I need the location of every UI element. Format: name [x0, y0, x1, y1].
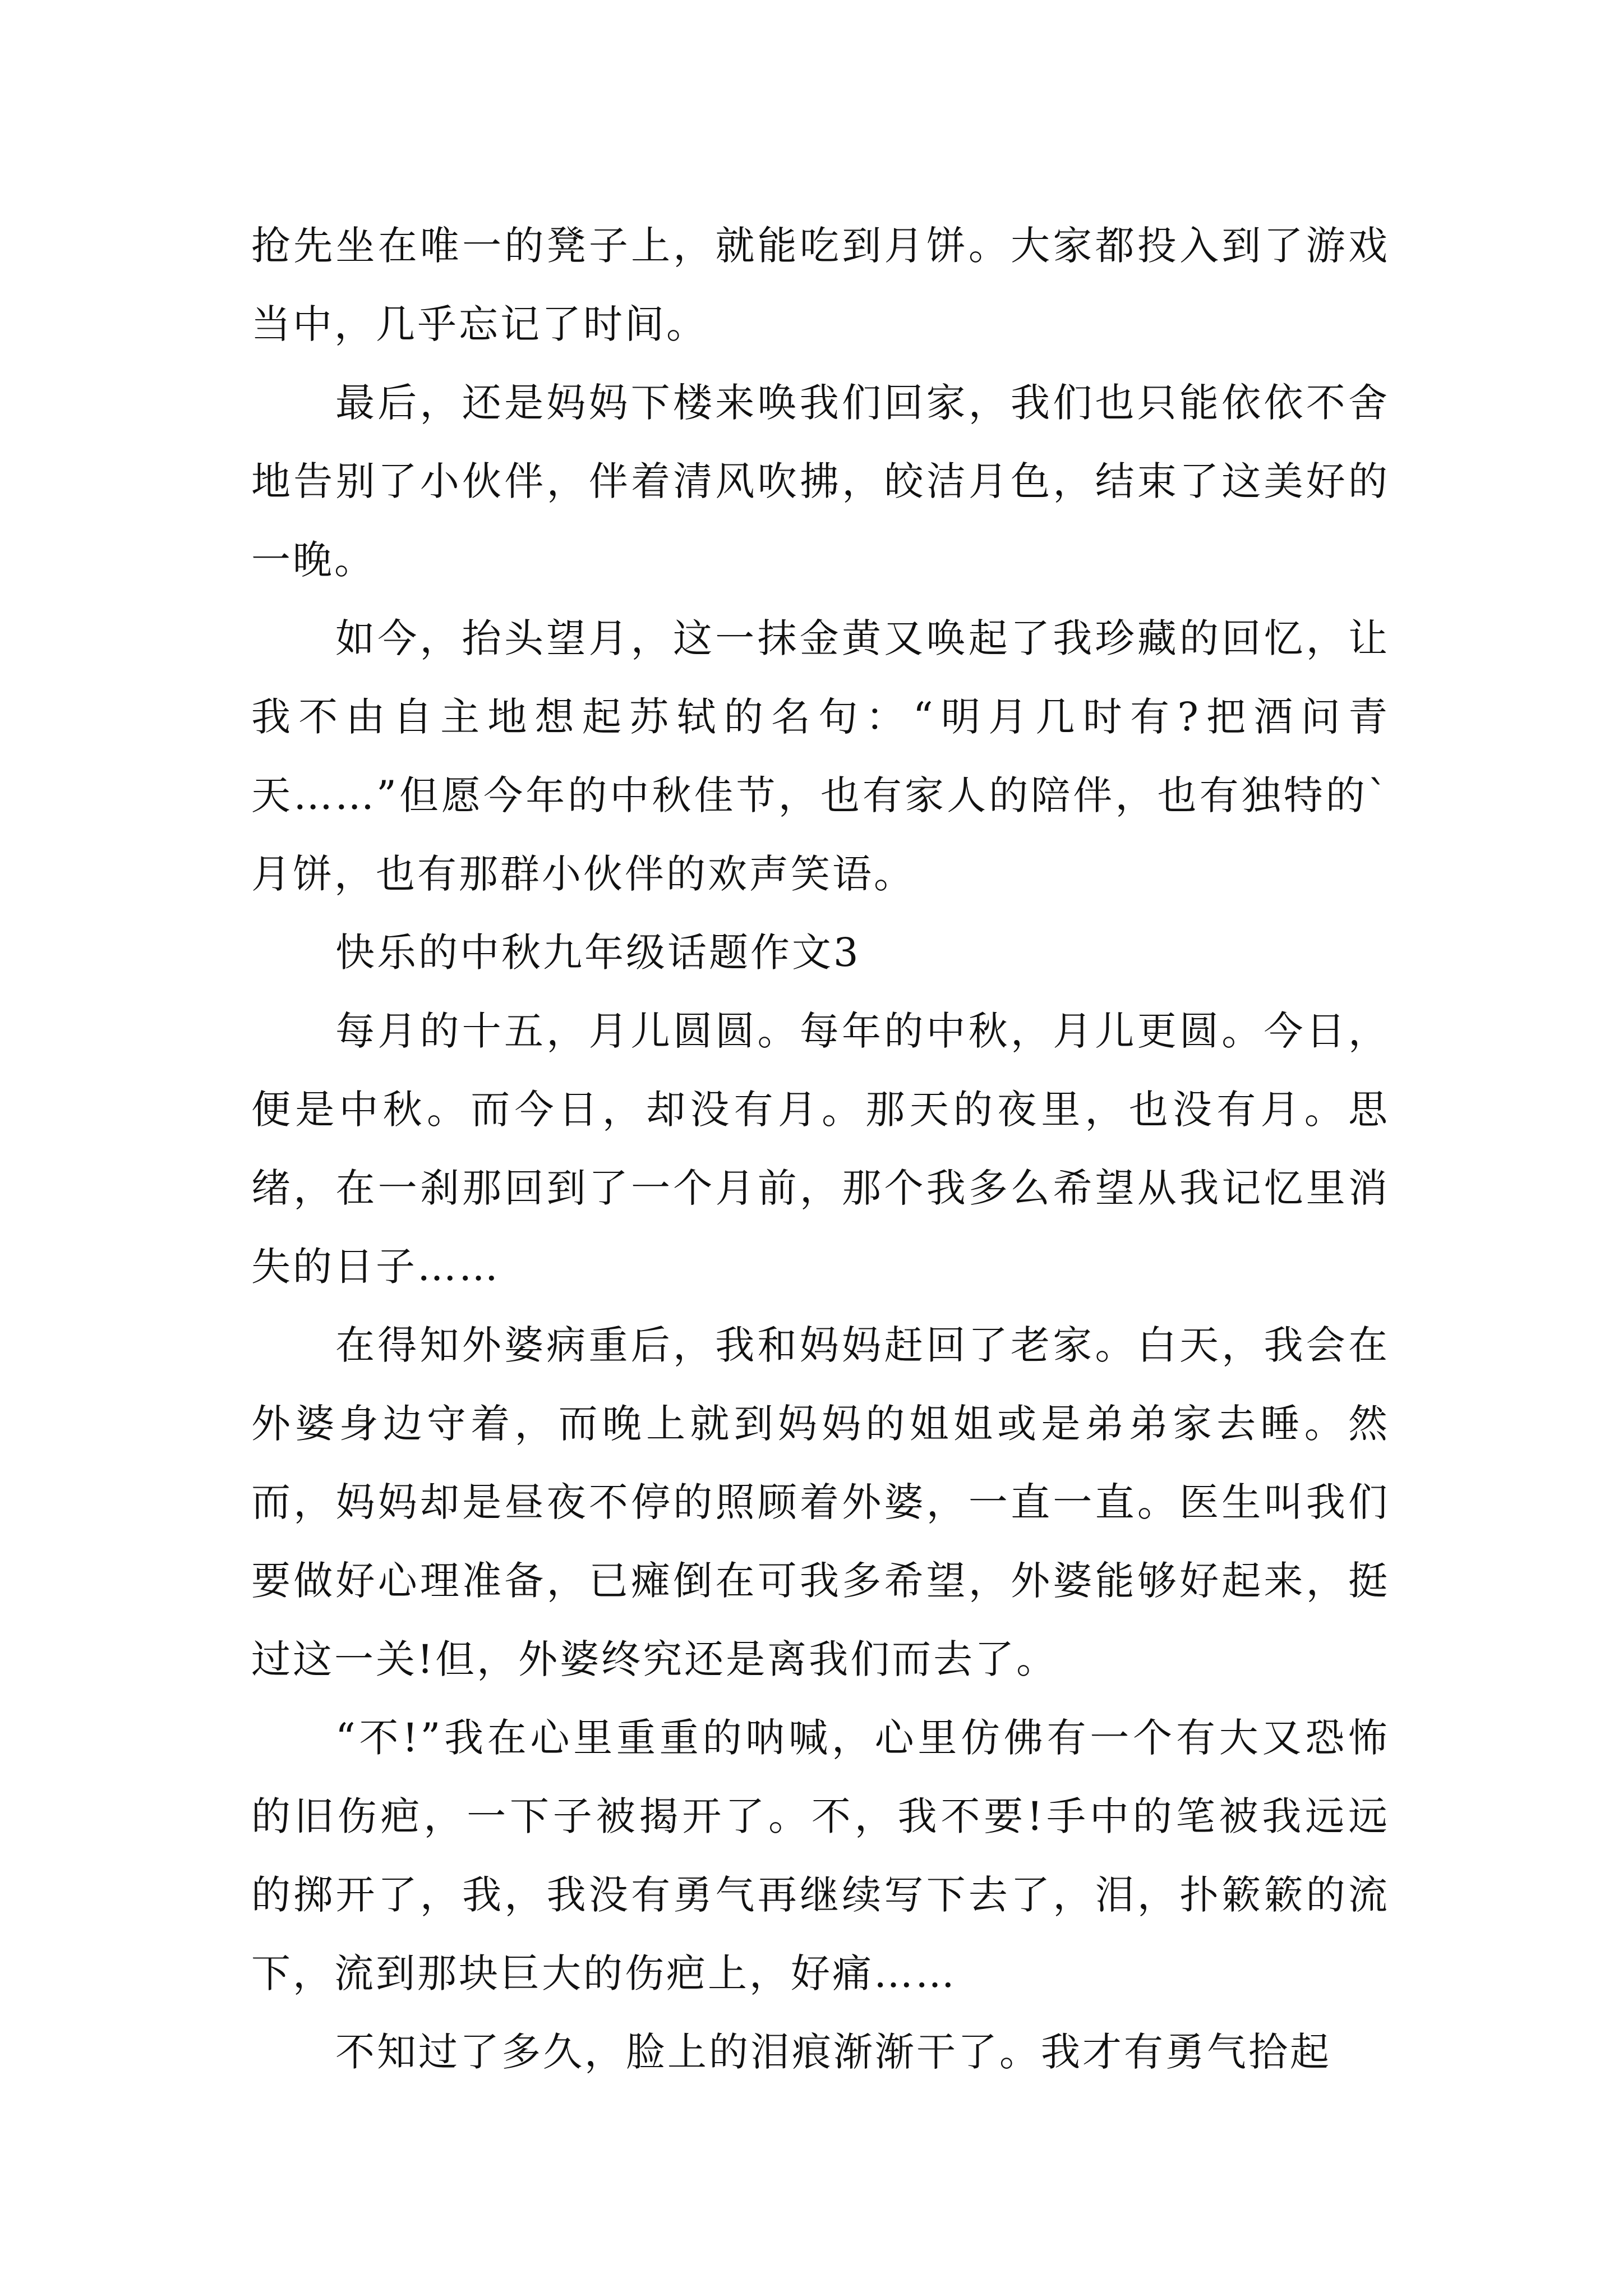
paragraph-farewell: 最后，还是妈妈下楼来唤我们回家，我们也只能依依不舍地告别了小伙伴，伴着清风吹拂，皎洁月色，结束了这美好的一晚。 [251, 380, 1390, 583]
document-page [251, 206, 1390, 2226]
paragraph-tears: 不知过了多久，脸上的泪痕渐渐干了。我才有勇气拾起 [335, 2029, 1331, 2075]
paragraph-memory: 如今，抬头望月，这一抹金黄又唤起了我珍藏的回忆，让我不由自主地想起苏轼的名句：“明月几时有?把酒问青天……”但愿今年的中秋佳节，也有家人的陪伴，也有独特的`月饼，也有那群小伙伴的欢声笑语。 [251, 615, 1390, 897]
paragraph-cry: “不!”我在心里重重的呐喊，心里仿佛有一个有大又恐怖的旧伤疤，一下子被揭开了。不，我不要!手中的笔被我远远的掷开了，我，我没有勇气再继续写下去了，泪，扑簌簌的流下，流到那块巨大的伤疤上，好痛…… [251, 1715, 1390, 1996]
paragraph-continuation: 抢先坐在唯一的凳子上，就能吃到月饼。大家都投入到了游戏当中，几乎忘记了时间。 [251, 223, 1390, 347]
paragraph-grandmother: 在得知外婆病重后，我和妈妈赶回了老家。白天，我会在外婆身边守着，而晚上就到妈妈的姐姐或是弟弟家去睡。然而，妈妈却是昼夜不停的照顾着外婆，一直一直。医生叫我们要做好心理准备，已瘫倒在可我多希望，外婆能够好起来，挺过这一关!但，外婆终究还是离我们而去了。 [251, 1322, 1390, 1682]
paragraph-mid-autumn: 每月的十五，月儿圆圆。每年的中秋，月儿更圆。今日，便是中秋。而今日，却没有月。那天的夜里，也没有月。思绪，在一刹那回到了一个月前，那个我多么希望从我记忆里消失的日子…… [251, 1008, 1390, 1290]
essay-title: 快乐的中秋九年级话题作文3 [335, 930, 861, 976]
